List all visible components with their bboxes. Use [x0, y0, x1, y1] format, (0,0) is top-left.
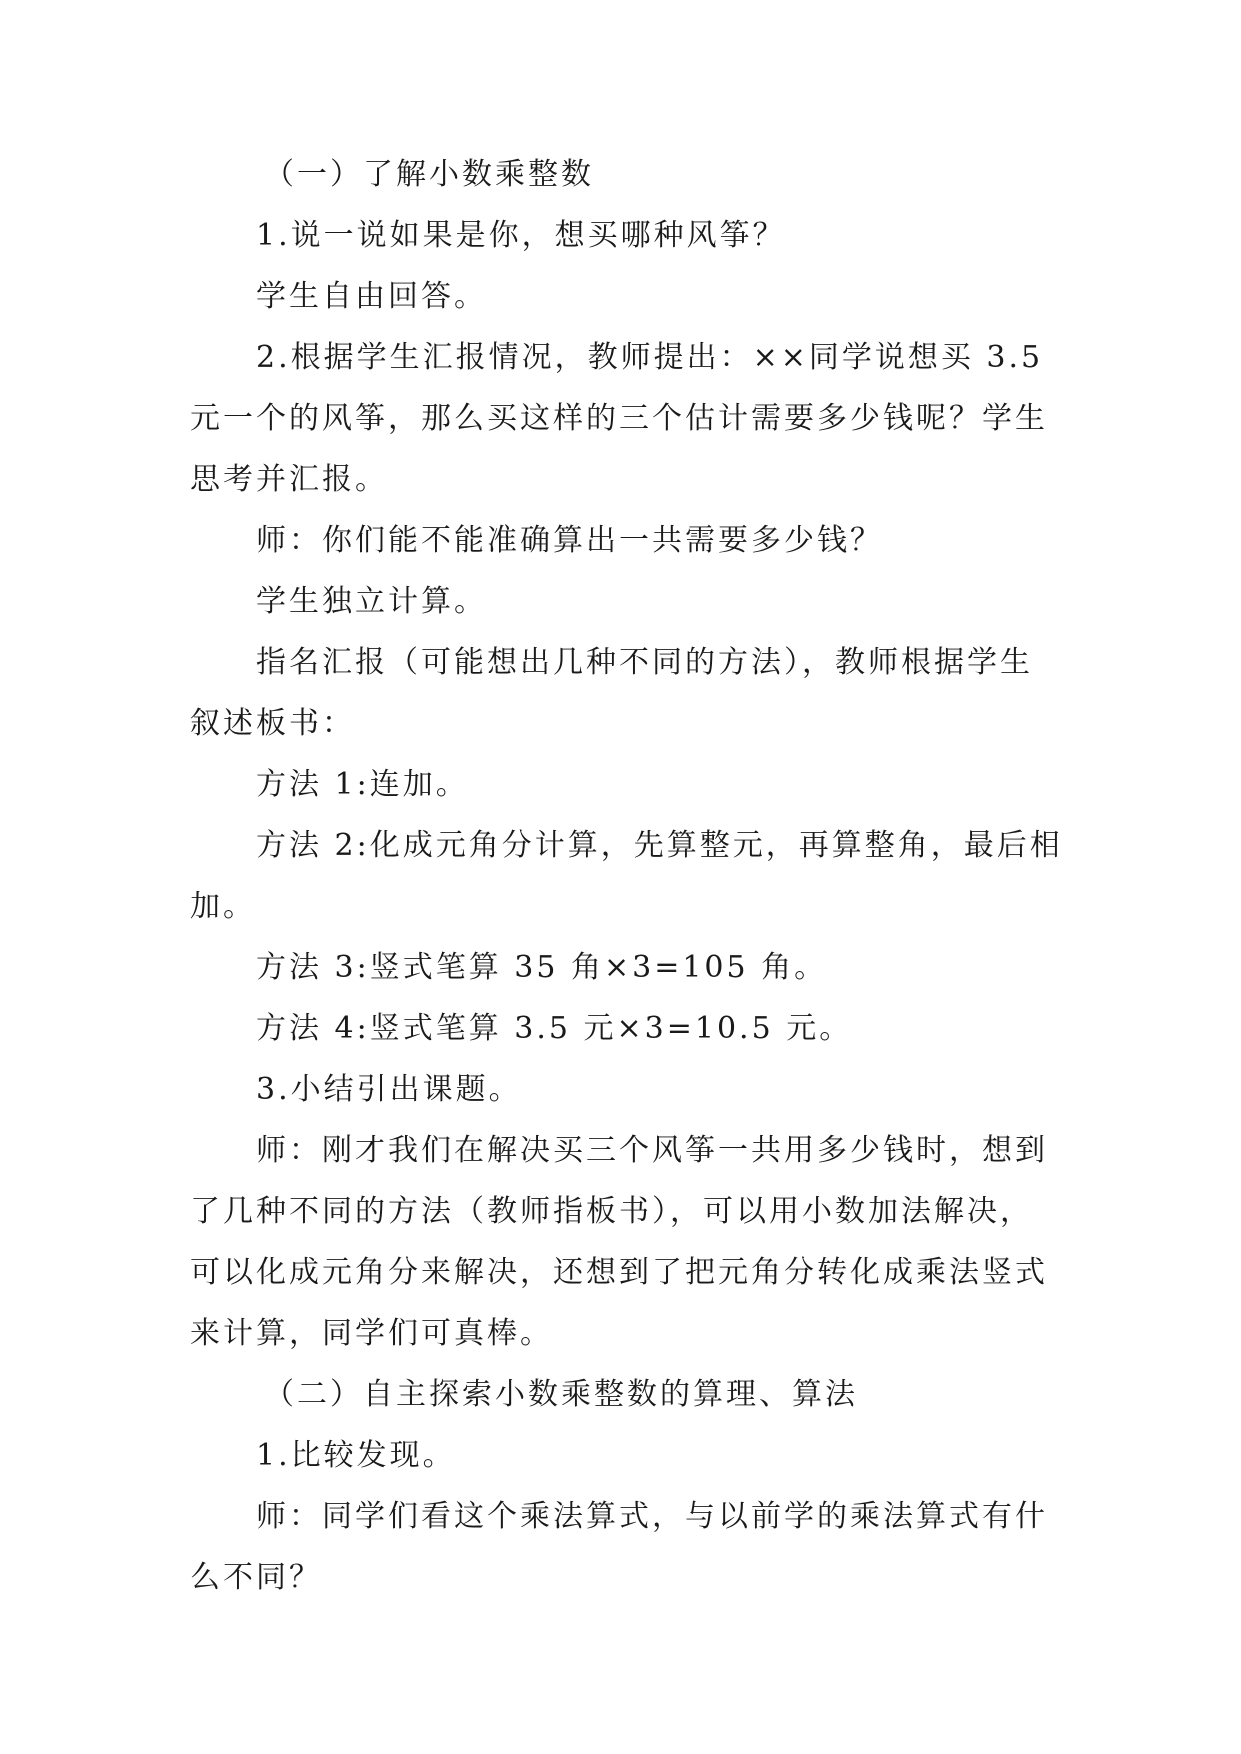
paragraph-line: 元一个的风筝，那么买这样的三个估计需要多少钱呢？学生: [190, 401, 1048, 436]
method-line: 方法 1:连加。: [256, 767, 469, 802]
paragraph-line: 学生自由回答。: [256, 279, 487, 314]
paragraph-line: 师：刚才我们在解决买三个风筝一共用多少钱时，想到: [256, 1133, 1048, 1168]
method-line: 方法 4:竖式笔算 3.5 元×3=10.5 元。: [256, 1011, 853, 1046]
paragraph-line: 2.根据学生汇报情况，教师提出：××同学说想买 3.5: [256, 340, 1044, 375]
paragraph-line: 思考并汇报。: [190, 462, 388, 497]
paragraph-line: 了几种不同的方法（教师指板书），可以用小数加法解决，: [190, 1194, 1033, 1229]
paragraph-line: 师：你们能不能准确算出一共需要多少钱？: [256, 523, 883, 558]
method-line: 方法 3:竖式笔算 35 角×3=105 角。: [256, 950, 828, 985]
paragraph-line: 师：同学们看这个乘法算式，与以前学的乘法算式有什: [256, 1499, 1048, 1534]
paragraph-line: 叙述板书：: [190, 706, 355, 741]
document-page: [190, 155, 1063, 1619]
paragraph-line: 来计算，同学们可真棒。: [190, 1316, 553, 1351]
paragraph-line: 加。: [190, 889, 256, 924]
paragraph-line: 3.小结引出课题。: [256, 1072, 522, 1107]
paragraph-line: 指名汇报（可能想出几种不同的方法），教师根据学生: [256, 645, 1033, 680]
paragraph-line: 么不同？: [190, 1560, 322, 1595]
paragraph-line: 学生独立计算。: [256, 584, 487, 619]
method-line: 方法 2:化成元角分计算，先算整元，再算整角，最后相: [256, 828, 1063, 863]
paragraph-line: 可以化成元角分来解决，还想到了把元角分转化成乘法竖式: [190, 1255, 1048, 1290]
section-heading-2: （二）自主探索小数乘整数的算理、算法: [264, 1377, 858, 1412]
section-heading-1: （一）了解小数乘整数: [264, 157, 594, 192]
paragraph-line: 1.说一说如果是你，想买哪种风筝？: [256, 218, 786, 253]
paragraph-line: 1.比较发现。: [256, 1438, 456, 1473]
